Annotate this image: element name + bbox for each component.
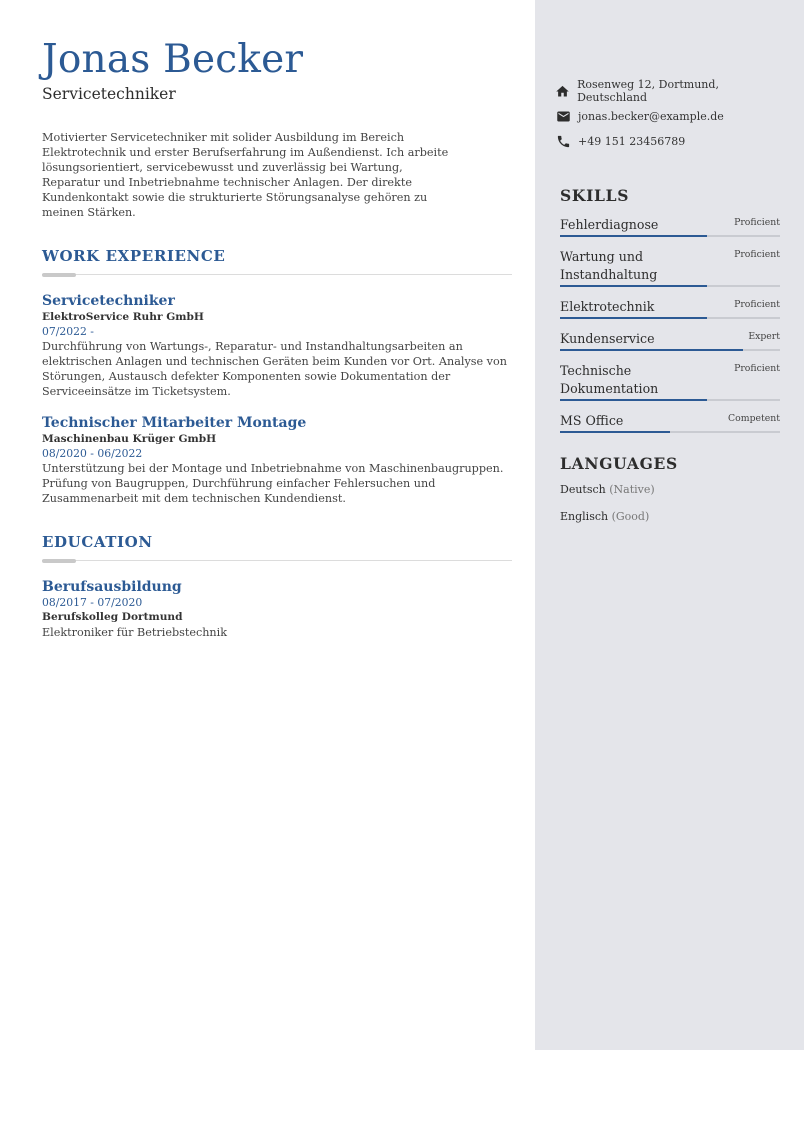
section-title-work: WORK EXPERIENCE: [42, 247, 226, 265]
section-divider: [42, 560, 512, 561]
skill-item: [560, 412, 780, 433]
contact-phone-text: +49 151 23456789: [578, 134, 686, 148]
skill-row: [560, 362, 780, 398]
work-entry-date: 08/2020 - 06/2022: [42, 447, 143, 460]
skill-level: Proficient: [734, 299, 780, 310]
skill-name: MS Office: [560, 413, 624, 428]
job-title: Servicetechniker: [42, 85, 176, 103]
skill-name: Wartung und Instandhaltung: [560, 249, 658, 282]
language-level: (Native): [609, 483, 655, 496]
education-entry: [42, 579, 512, 640]
skill-name: Fehlerdiagnose: [560, 217, 659, 232]
languages-list: [560, 483, 780, 524]
section-divider: [42, 274, 512, 275]
skill-row: [560, 248, 780, 284]
skill-row: [560, 298, 780, 316]
phone-icon: [555, 133, 571, 149]
skill-item: [560, 330, 780, 351]
home-icon: [555, 83, 570, 99]
sidebar: [555, 78, 780, 537]
skills-list: [560, 216, 780, 433]
skill-item: [560, 298, 780, 319]
work-experience-section: [42, 246, 512, 506]
section-title-education: EDUCATION: [42, 533, 153, 551]
language-item: [560, 483, 780, 497]
skill-name: Elektrotechnik: [560, 299, 655, 314]
skill-item: [560, 216, 780, 237]
skill-row: [560, 330, 780, 348]
profile-summary: Motivierter Servicetechniker mit solider Ausbildung im Bereich Elektrotechnik und erster Berufserfahrung im Außendienst. Ich arbeite lösungsorientiert, servicebewusst und zuverlässig bei Wartung, Reparatur und Inbetriebnahme technischer Anlagen. Der direkte Kundenkontakt sowie die strukturierte Störungsanalyse gehören zu meinen Stärken.: [42, 131, 449, 219]
skill-name: Technische Dokumentation: [560, 363, 659, 396]
contact-list: [555, 78, 780, 150]
contact-address: [555, 78, 780, 104]
education-entry-title: Berufsausbildung: [42, 579, 182, 595]
language-name: Englisch: [560, 510, 609, 523]
skill-level-bar: [560, 399, 780, 401]
skill-level: Proficient: [734, 217, 780, 228]
mail-icon: [555, 108, 571, 124]
main-column: [42, 38, 512, 640]
skill-level-fill: [560, 399, 707, 401]
candidate-name: Jonas Becker: [42, 37, 304, 82]
language-level: (Good): [611, 510, 650, 523]
education-section: [42, 532, 512, 640]
skill-level-fill: [560, 235, 707, 237]
contact-phone: [555, 132, 780, 150]
work-entry-description: Durchführung von Wartungs-, Reparatur- und Instandhaltungsarbeiten an elektrischen Anlagen und technischen Geräten beim Kunden vor Ort. Analyse von Störungen, Austausch defekter Komponenten sowie Dokumentation der Serviceeinsätze im Ticketsystem.: [42, 340, 507, 398]
skill-name: Kundenservice: [560, 331, 655, 346]
work-entry: [42, 415, 512, 506]
skill-level-fill: [560, 431, 670, 433]
skill-item: [560, 362, 780, 401]
contact-email: [555, 107, 780, 125]
work-entry-company: ElektroService Ruhr GmbH: [42, 311, 204, 323]
skill-level-fill: [560, 317, 707, 319]
work-entry-title: Servicetechniker: [42, 293, 175, 309]
education-entry-date: 08/2017 - 07/2020: [42, 596, 143, 609]
skill-level-bar: [560, 235, 780, 237]
section-title-languages: LANGUAGES: [560, 454, 678, 473]
skill-level-bar: [560, 349, 780, 351]
work-entry-description: Unterstützung bei der Montage und Inbetriebnahme von Maschinenbaugruppen. Prüfung von Baugruppen, Durchführung einfacher Fehlersuchen und Zusammenarbeit mit dem technischen Kundendienst.: [42, 462, 504, 505]
contact-email-text[interactable]: jonas.becker@example.de: [578, 109, 724, 123]
skill-row: [560, 216, 780, 234]
skill-level-bar: [560, 431, 780, 433]
skill-row: [560, 412, 780, 430]
language-name: Deutsch: [560, 483, 606, 496]
education-entry-school: Berufskolleg Dortmund: [42, 611, 183, 623]
skill-level-bar: [560, 317, 780, 319]
work-entry-title: Technischer Mitarbeiter Montage: [42, 415, 307, 431]
skill-level: Proficient: [734, 363, 780, 374]
work-entry-company: Maschinenbau Krüger GmbH: [42, 433, 217, 445]
skill-level: Competent: [728, 413, 780, 424]
skill-level: Expert: [748, 331, 780, 342]
education-entry-field: Elektroniker für Betriebstechnik: [42, 626, 227, 639]
work-entry: [42, 293, 512, 399]
skill-level-bar: [560, 285, 780, 287]
work-entry-date: 07/2022 -: [42, 325, 94, 338]
skill-item: [560, 248, 780, 287]
language-item: [560, 510, 780, 524]
skill-level: Proficient: [734, 249, 780, 260]
skill-level-fill: [560, 349, 743, 351]
skill-level-fill: [560, 285, 707, 287]
contact-address-text: Rosenweg 12, Dortmund, Deutschland: [577, 78, 719, 104]
section-title-skills: SKILLS: [560, 186, 630, 205]
